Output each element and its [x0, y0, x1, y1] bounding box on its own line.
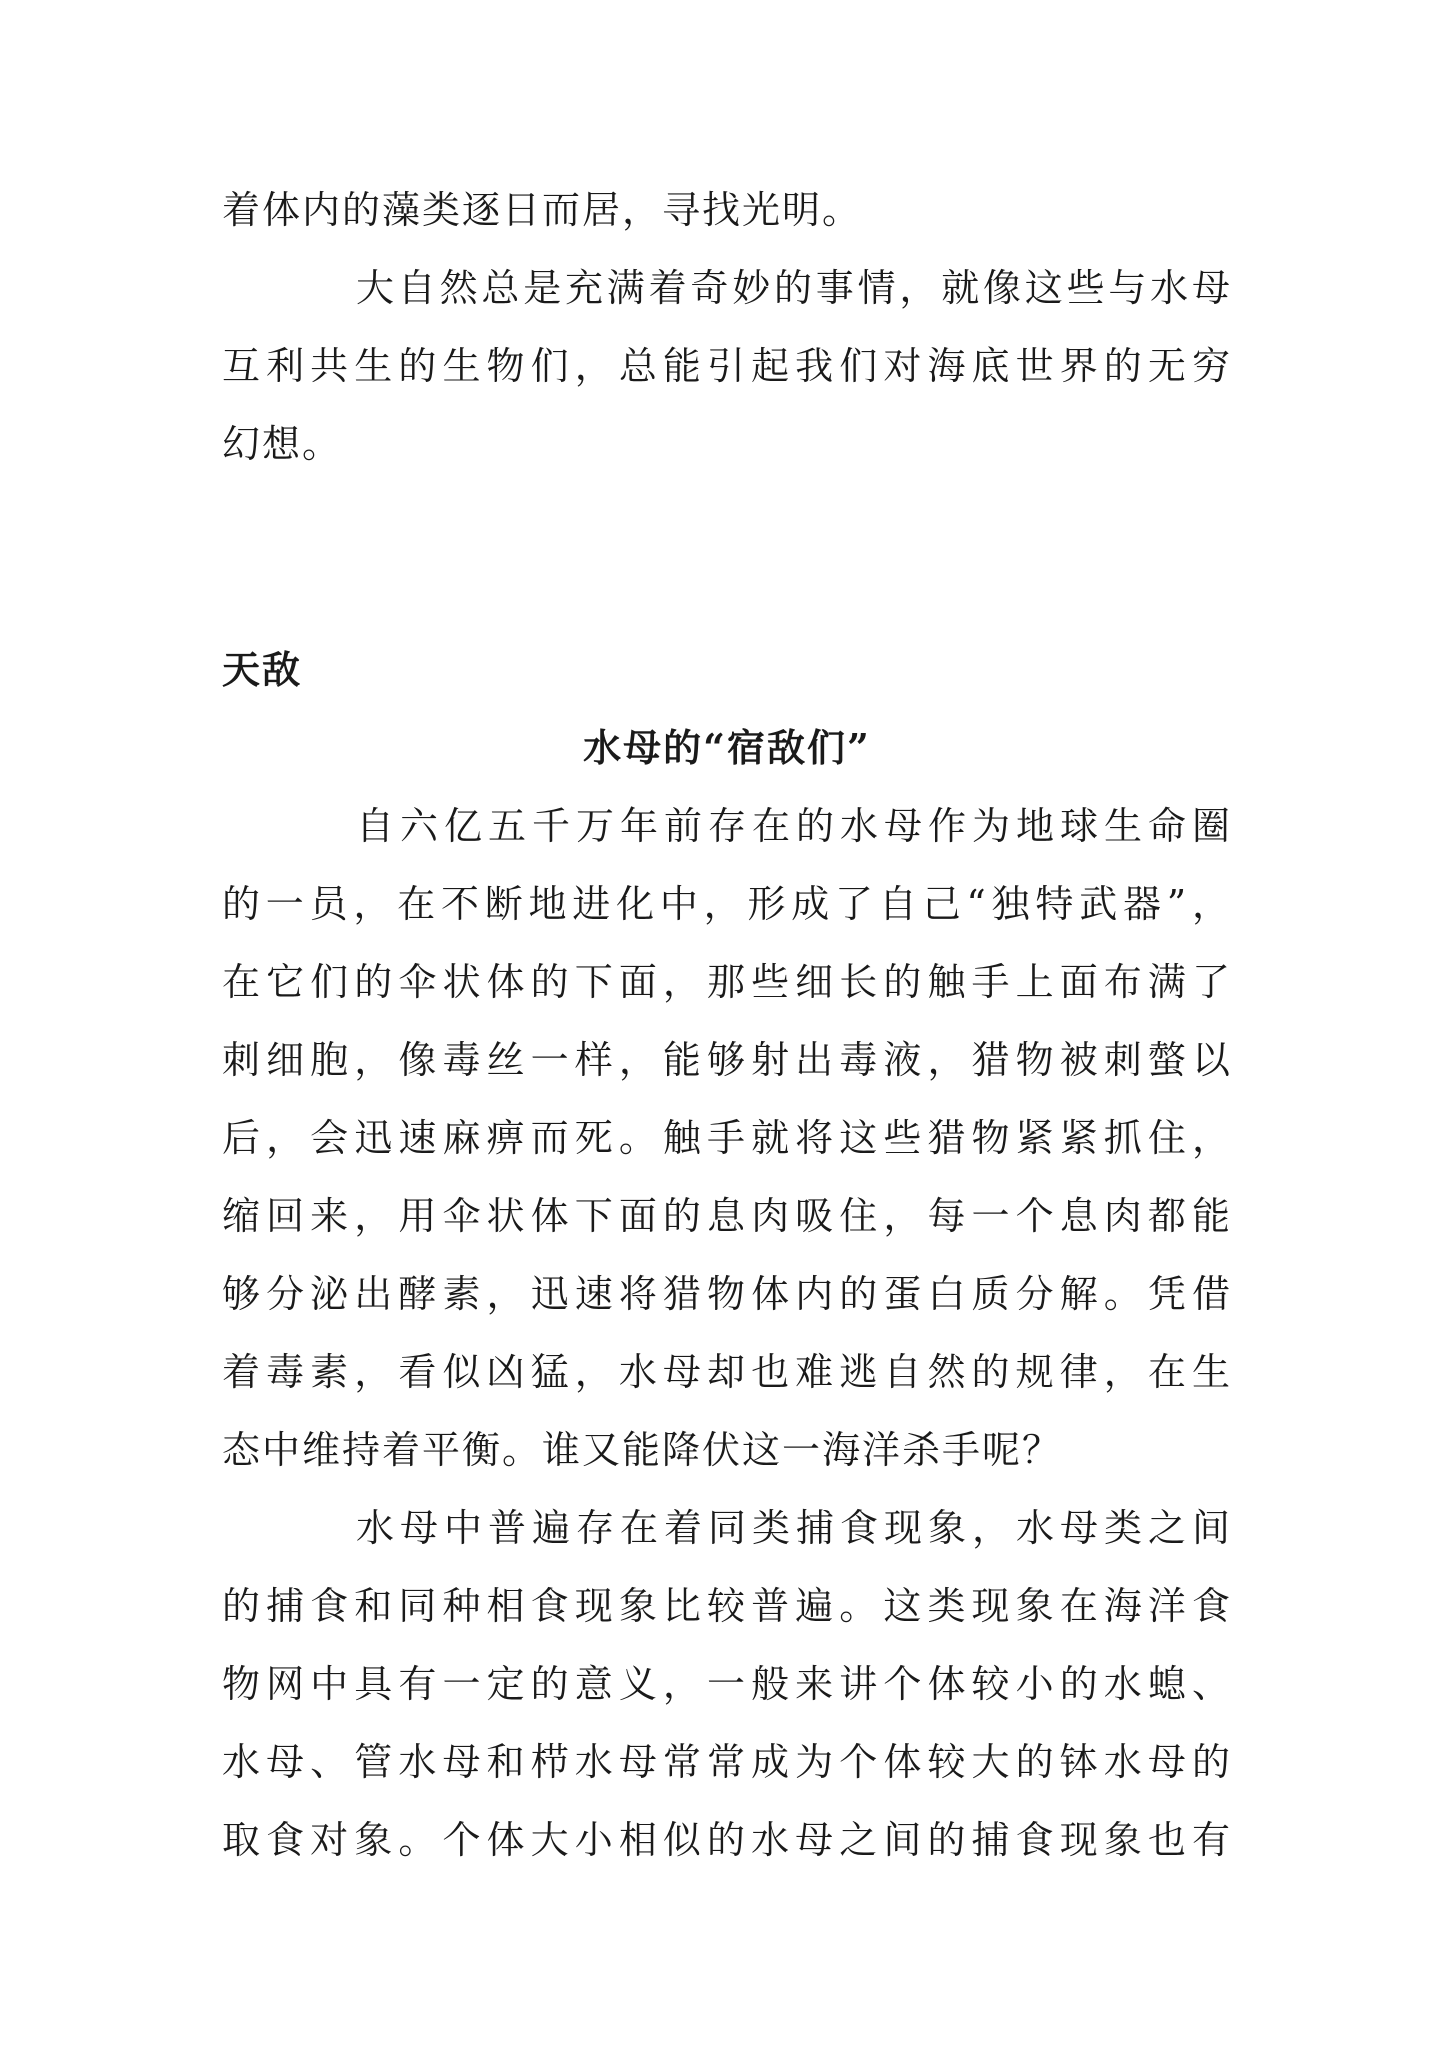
document-page	[222, 0, 1232, 2048]
text-line: 物网中具有一定的意义，一般来讲个体较小的水螅、	[222, 1662, 1232, 1706]
text-line: 后，会迅速麻痹而死。触手就将这些猎物紧紧抓住，	[222, 1116, 1232, 1160]
text-line: 自六亿五千万年前存在的水母作为地球生命圈	[356, 804, 1232, 848]
text-line: 幻想。	[222, 422, 343, 466]
text-line: 的一员，在不断地进化中，形成了自己“独特武器”，	[222, 882, 1232, 926]
text-line: 够分泌出酵素，迅速将猎物体内的蛋白质分解。凭借	[222, 1272, 1232, 1316]
text-line: 着体内的藻类逐日而居，寻找光明。	[222, 188, 863, 232]
text-line: 水母、管水母和栉水母常常成为个体较大的钵水母的	[222, 1740, 1232, 1784]
text-line: 缩回来，用伞状体下面的息肉吸住，每一个息肉都能	[222, 1194, 1232, 1238]
text-line: 的捕食和同种相食现象比较普遍。这类现象在海洋食	[222, 1584, 1232, 1628]
text-line: 水母中普遍存在着同类捕食现象，水母类之间	[356, 1506, 1232, 1550]
text-line: 态中维持着平衡。谁又能降伏这一海洋杀手呢？	[222, 1428, 1063, 1472]
text-line: 取食对象。个体大小相似的水母之间的捕食现象也有	[222, 1818, 1232, 1862]
text-line: 在它们的伞状体的下面，那些细长的触手上面布满了	[222, 960, 1232, 1004]
text-line: 互利共生的生物们，总能引起我们对海底世界的无穷	[222, 344, 1232, 388]
article-title: 水母的“宿敌们”	[583, 725, 871, 770]
text-line: 大自然总是充满着奇妙的事情，就像这些与水母	[356, 266, 1232, 310]
section-heading: 天敌	[222, 647, 303, 692]
text-line: 着毒素，看似凶猛，水母却也难逃自然的规律，在生	[222, 1350, 1232, 1394]
text-line: 刺细胞，像毒丝一样，能够射出毒液，猎物被刺螫以	[222, 1038, 1232, 1082]
